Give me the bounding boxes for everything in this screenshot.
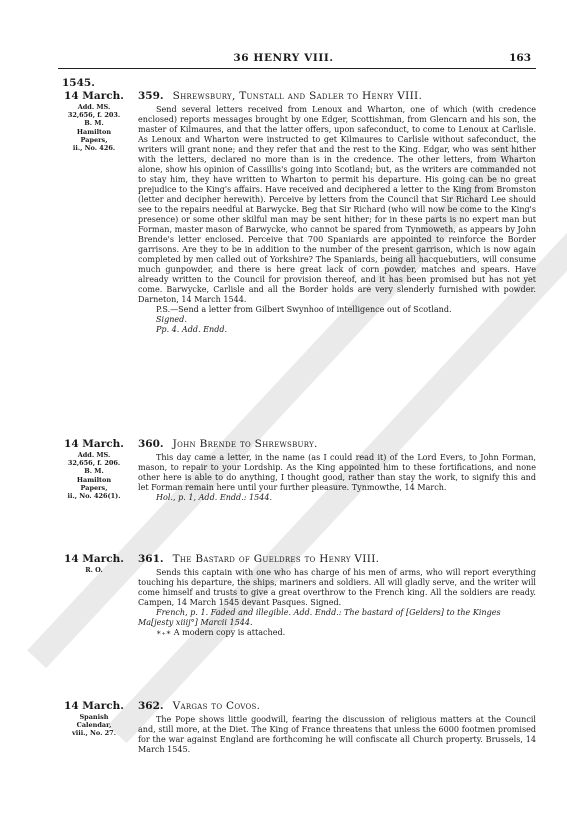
entry-reference: Spanish Calendar, viii., No. 27. bbox=[72, 713, 116, 738]
entry-heading bbox=[138, 438, 536, 450]
entry-number: 359. bbox=[138, 90, 164, 102]
entry-date: 14 March. bbox=[64, 438, 124, 450]
entry-title: Shrewsbury, Tunstall and Sadler to Henry VIII. bbox=[172, 90, 423, 102]
running-head bbox=[0, 52, 567, 66]
header-rule bbox=[58, 68, 536, 69]
entry-margin bbox=[58, 700, 130, 738]
entry-number: 361. bbox=[138, 553, 164, 565]
entry-heading bbox=[138, 700, 536, 712]
entry-postscript: P.S.—Send a letter from Gilbert Swynhoo of intelligence out of Scotland. bbox=[156, 305, 452, 315]
entry-date: 14 March. bbox=[64, 90, 124, 102]
entry-title: John Brende to Shrewsbury. bbox=[172, 438, 318, 450]
entry-description: French, p. 1. Faded and illegible. Add. Endd.: The bastard of [Gelders] to the Kinges Ma[jesty xiiij°] Marcii 1544. bbox=[138, 608, 501, 628]
entry-number: 360. bbox=[138, 438, 164, 450]
entry-body bbox=[138, 90, 536, 335]
entry-heading bbox=[138, 553, 536, 565]
entry-signed: Signed. bbox=[156, 315, 187, 325]
entry-title: The Bastard of Gueldres to Henry VIII. bbox=[172, 553, 380, 565]
entry-text: Send several letters received from Lenoux and Wharton, one of which (with credence enclosed) reports messages brought by one Edger, Scottishman, from Glencarn and his son, the master of Kilmaures, and that the latter offers, upon safeconduct, to come to Lenoux at Carlisle. As Lenoux and Wharton were instructed to get Kilmaures to Carlisle without safeconduct, the writers will grant none; and they refer that and the rest to the King. Edgar, who was sent hither with the letters, declared no more than is in the credence. The other letters, from Wharton alone, show his opinion of Cassillis's going into Scotland; but, as the writers are commanded not to stay him, they have written to Wharton to permit his departure. His going can be no great prejudice to the King's affairs. Have received and deciphered a letter to the King from Bromston (letter and decipher herewith). Perceive by letters from the Council that Sir Richard Lee should see to the repairs needful at Barwycke. Beg that Sir Richard (who will now be come to the King's presence) or some other skilful man may be sent hither; for in these parts is no expert man but Forman, master mason of Barwycke, who cannot be spared from Tynmoweth, as appears by John Brende's letter enclosed. Perceive that 700 Spaniards are appointed to reinforce the Border garrisons. Are they to be in addition to the number of the present garrison, which is now again completed by men called out of Yorkshire? The Spaniards, being all hacquebutiers, will consume much gunpowder, and there is here great lack of corn powder, matches and spears. Have already written to the Council for provision thereof, and it has been promised but has not yet come. Barwycke, Carlisle and all the Border holds are very slenderly furnished with powder. Darneton, 14 March 1544. bbox=[138, 105, 536, 305]
entry-text: This day came a letter, in the name (as I could read it) of the Lord Evers, to John Forman, mason, to repair to your Lordship. As the King appointed him to these fortifications, and none other here is able to do anything, I thought good, rather than stay the work, to signify this and let Forman remain here until your further pleasure. Tynmowthe, 14 March. bbox=[138, 453, 536, 493]
year-marker: 1545. bbox=[62, 77, 95, 89]
entry-heading bbox=[138, 90, 536, 102]
entry-body bbox=[138, 700, 536, 755]
entry-reference: Add. MS. 32,656, f. 206. B. M. Hamilton Papers, ii., No. 426(1). bbox=[67, 451, 121, 501]
entry-text: Sends this captain with one who has charge of his men of arms, who will report everything touching his departure, the ships, mariners and soldiers. All will gladly serve, and the writer will come himself and trusts to give a great overthrow to the French king. All the soldiers are ready. Campen, 14 March 1545 devant Pasques. Signed. bbox=[138, 568, 536, 608]
entry-margin bbox=[58, 90, 130, 152]
entry-margin bbox=[58, 553, 130, 574]
entry-body bbox=[138, 438, 536, 503]
entry-body bbox=[138, 553, 536, 638]
entry-text: The Pope shows little goodwill, fearing the discussion of religious matters at the Council and, still more, at the Diet. The King of France threatens that unless the 6000 footmen promised for the war against England are forthcoming he will confiscate all Church property. Brussels, 14 March 1545. bbox=[138, 715, 536, 755]
entry-copy-note: ∗₊∗ A modern copy is attached. bbox=[156, 628, 286, 638]
entry-date: 14 March. bbox=[64, 700, 124, 712]
entry-reference: Add. MS. 32,656, f. 203. B. M. Hamilton Papers, ii., No. 426. bbox=[67, 103, 121, 153]
entry-title: Vargas to Covos. bbox=[172, 700, 261, 712]
running-head-title: 36 HENRY VIII. bbox=[233, 52, 334, 64]
entry-margin bbox=[58, 438, 130, 500]
entry-date: 14 March. bbox=[64, 553, 124, 565]
entry-number: 362. bbox=[138, 700, 164, 712]
page-number: 163 bbox=[509, 52, 531, 64]
entry-description: Pp. 4. Add. Endd. bbox=[156, 325, 228, 335]
entry-reference: R. O. bbox=[85, 566, 103, 574]
entry-description: Hol., p. 1, Add. Endd.: 1544. bbox=[156, 493, 273, 503]
